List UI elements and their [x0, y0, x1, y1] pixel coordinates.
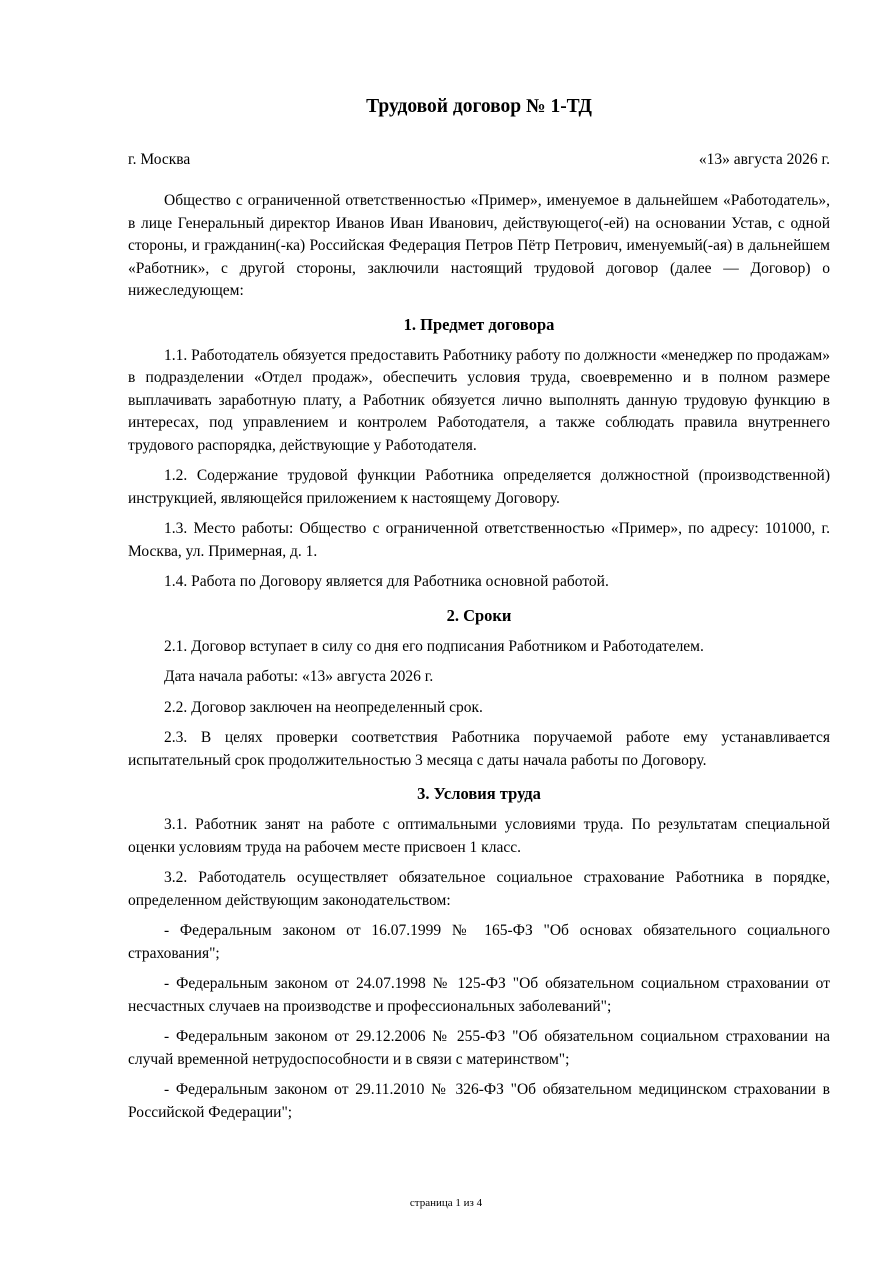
clause-1-1: 1.1. Работодатель обязуется предоставить Работнику работу по должности «менеджер по продажам» в подразделении «Отдел продаж», обеспечить условия труда, своевременно и в полном размере выплачивать заработную плату, а Работник обязуется лично выполнять данную трудовую функцию в интересах, под управлением и контролем Работодателя, а также соблюдать правила внутреннего трудового распорядка, действующие у Работодателя. [128, 346, 830, 454]
clause-3-1: 3.1. Работник занят на работе с оптимальными условиями труда. По результатам специальной оценки условиям труда на рабочем месте присвоен 1 класс. [128, 816, 830, 856]
place-date-row [128, 149, 830, 172]
law-item: - Федеральным законом от 16.07.1999 № 165-ФЗ "Об основах обязательного социального страхования"; [128, 922, 830, 962]
law-item: - Федеральным законом от 29.12.2006 № 255-ФЗ "Об обязательном социальном страховании на случай временной нетрудоспособности и в связи с материнством"; [128, 1028, 830, 1068]
clause-1-4: 1.4. Работа по Договору является для Работника основной работой. [164, 573, 609, 590]
section-1 [128, 313, 830, 594]
clause-2-1: 2.1. Договор вступает в силу со дня его подписания Работником и Работодателем. [164, 637, 704, 655]
page-number: страница 1 из 4 [409, 1197, 483, 1209]
section-3 [128, 782, 830, 1124]
clause-2-3: 2.3. В целях проверки соответствия Работника поручаемой работе ему устанавливается испытательный срок продолжительностью 3 месяца с даты начала работы по Договору. [128, 729, 830, 769]
start-date-line: Дата начала работы: «13» августа 2026 г. [164, 668, 434, 685]
clause-1-3: 1.3. Место работы: Общество с ограниченной ответственностью «Пример», по адресу: 101000, г. Москва, ул. Примерная, д. 1. [128, 520, 830, 560]
clause-1-2: 1.2. Содержание трудовой функции Работника определяется должностной (производственной) инструкцией, являющейся приложением к настоящему Договору. [128, 467, 830, 507]
document-body [128, 190, 830, 1132]
document-title: Трудовой договор № 1-ТД [366, 96, 592, 117]
preamble: Общество с ограниченной ответственностью «Пример», именуемое в дальнейшем «Работодатель», в лице Генеральный директор Иванов Иван Иванович, действующего(-ей) на основании Устав, с одной стороны, и гражданин(-ка) Российская Федерация Петров Пётр Петрович, именуемый(-ая) в дальнейшем «Работник», с другой стороны, заключили настоящий трудовой договор (далее — Договор) о нижеследующем: [128, 192, 830, 299]
section-2 [128, 604, 830, 773]
section-heading: 1. Предмет договора [403, 314, 555, 334]
clause-2-2: 2.2. Договор заключен на неопределенный срок. [164, 698, 483, 716]
section-heading: 2. Сроки [446, 605, 512, 625]
city: г. Москва [128, 151, 191, 168]
law-item: - Федеральным законом от 29.11.2010 № 326-ФЗ "Об обязательном медицинском страховании в Российской Федерации"; [128, 1081, 830, 1121]
section-heading: 3. Условия труда [417, 784, 541, 803]
clause-3-2: 3.2. Работодатель осуществляет обязательное социальное страхование Работника в порядке, определенном действующим законодательством: [128, 869, 830, 909]
law-item: - Федеральным законом от 24.07.1998 № 125-ФЗ "Об обязательном социальном страховании от несчастных случаев на производстве и профессиональных заболеваний"; [128, 975, 830, 1015]
contract-date: «13» августа 2026 г. [698, 151, 830, 168]
